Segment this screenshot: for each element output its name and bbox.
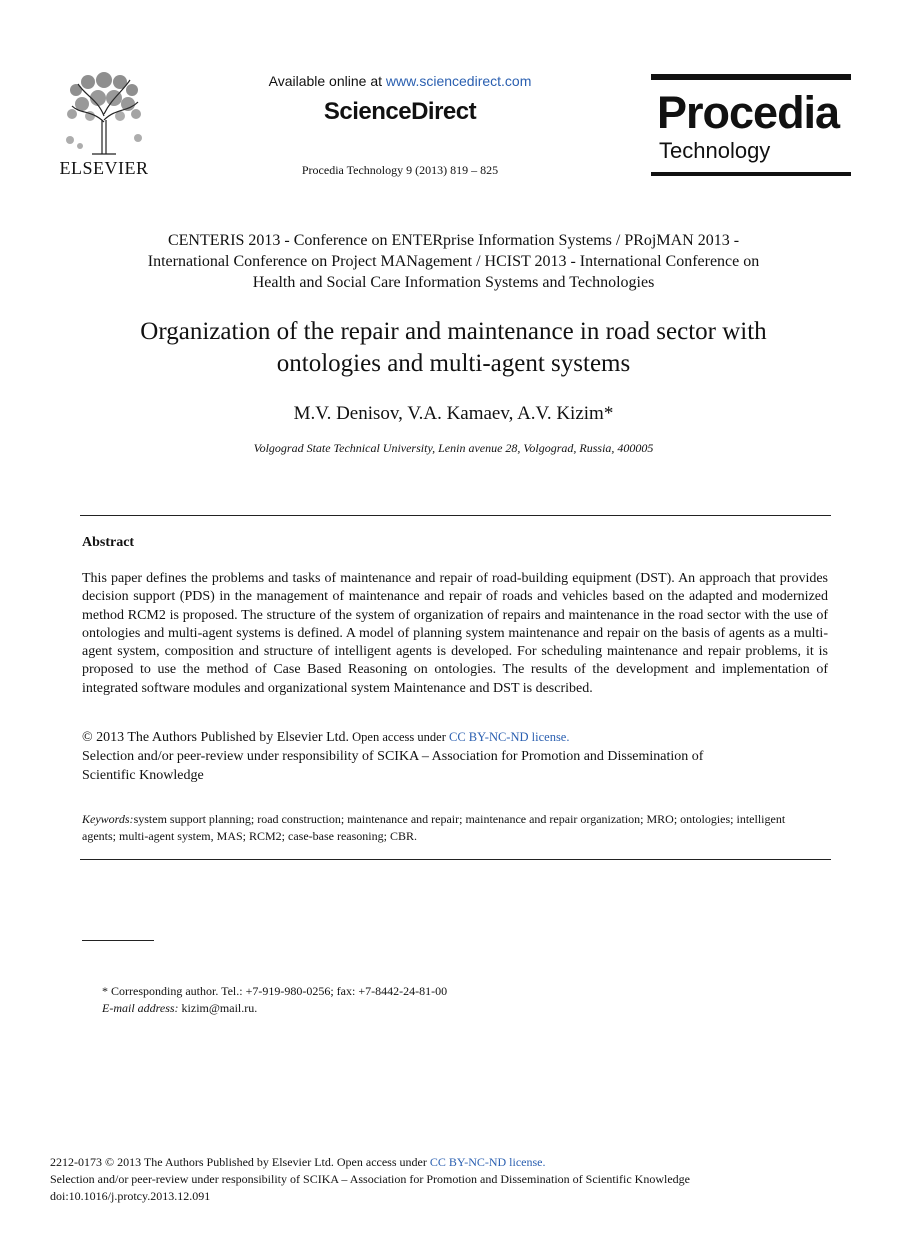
footer-selection: Selection and/or peer-review under responsibility of SCIKA – Association for Promotion and Dissemination of Scientific Knowledge — [50, 1172, 690, 1186]
copyright-text: © 2013 The Authors Published by Elsevier Ltd. — [82, 730, 350, 745]
journal-reference: Procedia Technology 9 (2013) 819 – 825 — [301, 163, 499, 177]
email-line — [102, 1000, 802, 1017]
elsevier-wordmark: ELSEVIER — [59, 158, 149, 178]
corresponding-author: * Corresponding author. Tel.: +7-919-980-0256; fax: +7-8442-24-81-00 — [102, 984, 448, 998]
footer-doi: doi:10.1016/j.protcy.2013.12.091 — [50, 1189, 211, 1203]
conference-line-3: Health and Social Care Information Systems and Technologies — [252, 274, 655, 291]
sciencedirect-logo: ScienceDirect — [323, 98, 477, 125]
selection-line-2: Scientific Knowledge — [82, 768, 204, 783]
license-link[interactable]: CC BY-NC-ND license. — [449, 730, 570, 744]
footnote-rule — [82, 940, 154, 941]
footnote — [102, 983, 802, 1017]
selection-line-1: Selection and/or peer-review under responsibility of SCIKA – Association for Promotion and Dissemination of — [82, 749, 704, 764]
keywords-text: system support planning; road construction; maintenance and repair; maintenance and repair organization; MRO; ontologies; intelligent agents; multi-agent system, MAS; RCM2; case-base reasoning; CBR. — [82, 812, 786, 843]
abstract-body: This paper defines the problems and tasks of maintenance and repair of road-building equipment (DST). An approach that provides decision support (PDS) in the management of maintenance and repair of roads and vehicles based on the adapted and modernized method RCM2 is proposed. The structure of the system of organization of repairs and maintenance in the road sector with the use of ontologies and multi-agent systems is defined. A model of planning system maintenance and repair on the basis of agents as a multi-agent system, composition and structure of intelligent agents is developed. For scheduling maintenance and repair problems, it is proposed to use the method of Case Based Reasoning on ontologies. The results of the development and implementation of integrated software modules and organizational system Maintenance and DST is described. — [82, 571, 828, 696]
keywords-label: Keywords: — [82, 812, 134, 826]
footer-issn-line — [50, 1154, 870, 1171]
procedia-logo — [651, 74, 851, 178]
email-address: kizim@mail.ru. — [178, 1001, 258, 1015]
procedia-top-bar — [651, 74, 851, 80]
email-label: E-mail address: — [102, 1001, 179, 1015]
paper-title — [40, 316, 867, 380]
procedia-bottom-bar — [651, 172, 851, 176]
conference-line-2: International Conference on Project MANagement / HCIST 2013 - International Conference on — [147, 253, 760, 270]
procedia-wordmark: Procedia — [657, 87, 840, 138]
abstract-heading: Abstract — [82, 535, 135, 550]
procedia-technology-label: Technology — [659, 138, 771, 163]
open-access-text: Open access under — [349, 730, 449, 744]
conference-name — [60, 230, 847, 293]
footer-license-link[interactable]: CC BY-NC-ND license. — [429, 1155, 546, 1169]
abstract-top-rule — [80, 515, 831, 516]
paper-title-line-1: Organization of the repair and maintenance in road sector with — [140, 318, 767, 345]
footer-issn-text: 2212-0173 © 2013 The Authors Published by Elsevier Ltd. Open access under — [50, 1155, 430, 1169]
keywords — [82, 811, 822, 845]
copyright-block — [82, 728, 828, 785]
authors: M.V. Denisov, V.A. Kamaev, A.V. Kizim* — [293, 403, 614, 424]
available-online-text: Available online at — [268, 73, 386, 89]
copyright-line — [82, 728, 828, 747]
elsevier-tree-icon — [62, 70, 146, 156]
elsevier-logo — [54, 70, 154, 180]
affiliation: Volgograd State Technical University, Lenin avenue 28, Volgograd, Russia, 400005 — [253, 441, 654, 455]
sciencedirect-link[interactable]: www.sciencedirect.com — [385, 73, 532, 89]
conference-line-1: CENTERIS 2013 - Conference on ENTERprise Information Systems / PRojMAN 2013 - — [167, 232, 740, 249]
paper-title-line-2: ontologies and multi-agent systems — [276, 350, 631, 377]
abstract-bottom-rule — [80, 859, 831, 860]
available-online — [230, 73, 570, 89]
page-footer — [50, 1154, 870, 1205]
